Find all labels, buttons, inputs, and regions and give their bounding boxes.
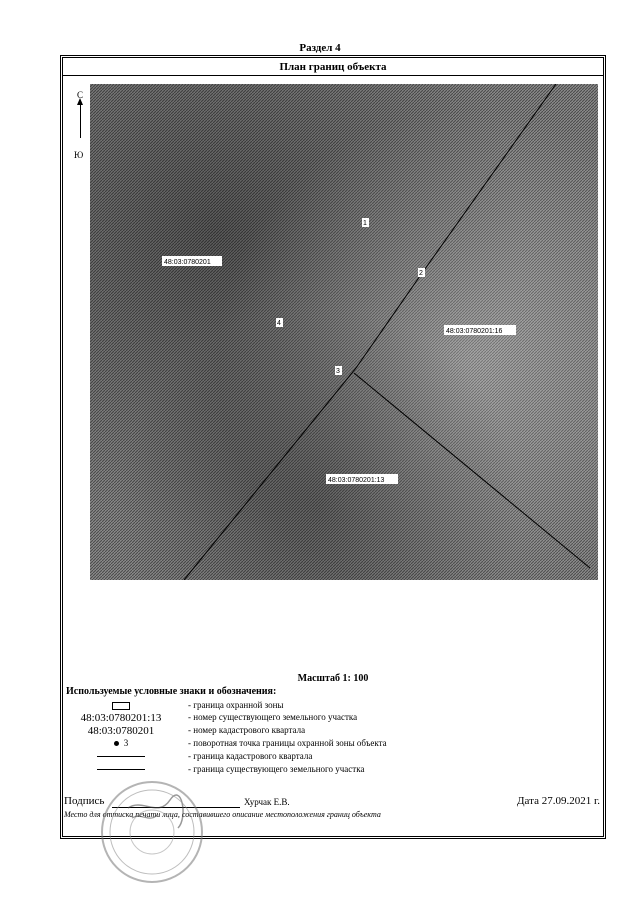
map-scale: Масштаб 1: 100 xyxy=(297,673,369,684)
svg-text:4: 4 xyxy=(277,320,281,327)
official-stamp xyxy=(98,778,206,886)
point-label-4 xyxy=(276,318,283,327)
legend-item-turning-point: 3 - поворотная точка границы охранной зоны объекта xyxy=(66,738,586,750)
svg-text:3: 3 xyxy=(336,368,340,375)
map-svg xyxy=(90,84,598,580)
compass xyxy=(74,90,88,170)
point-label-2 xyxy=(418,268,425,277)
point-dot-icon xyxy=(114,741,119,746)
svg-text:48:03:0780201: 48:03:0780201 xyxy=(164,259,211,266)
map-area xyxy=(90,84,598,580)
parcel-label-16 xyxy=(444,325,516,335)
legend-title: Используемые условные знаки и обозначения: xyxy=(66,686,277,697)
legend-item-protected-zone: - граница охранной зоны xyxy=(66,700,586,712)
north-arrow-icon xyxy=(80,104,81,138)
point-label-3 xyxy=(335,366,342,375)
compass-south-label: Ю xyxy=(74,150,84,160)
svg-text:1: 1 xyxy=(363,220,367,227)
signer-name: Хурчак Е.В. xyxy=(244,797,290,807)
document-date: Дата 27.09.2021 г. xyxy=(517,795,600,807)
legend-item-block-boundary: - граница кадастрового квартала xyxy=(66,751,586,763)
legend-item-parcel-boundary: - граница существующего земельного участка xyxy=(66,764,586,776)
compass-north-label: С xyxy=(77,90,84,100)
parcel-boundary-symbol xyxy=(97,769,145,770)
parcel-label-13 xyxy=(326,474,398,484)
point-label-1 xyxy=(362,218,369,227)
signature-label: Подпись xyxy=(64,795,105,807)
svg-text:48:03:0780201:16: 48:03:0780201:16 xyxy=(446,328,503,335)
zone-boundary-symbol xyxy=(112,702,130,710)
stamp-place-note: Место для оттиска печати лица, составившего описание местоположения границ объекта xyxy=(64,810,381,819)
plan-title: План границ объекта xyxy=(62,58,604,76)
svg-text:48:03:0780201:13: 48:03:0780201:13 xyxy=(328,477,385,484)
legend-item-block-number: 48:03:0780201 - номер кадастрового квартала xyxy=(87,725,306,737)
legend-item-parcel-number: 48:03:0780201:13 - номер существующего земельного участка xyxy=(80,712,358,724)
section-title: Раздел 4 xyxy=(299,42,341,54)
block-boundary-symbol xyxy=(97,756,145,757)
svg-text:2: 2 xyxy=(419,270,423,277)
block-label xyxy=(162,256,222,266)
